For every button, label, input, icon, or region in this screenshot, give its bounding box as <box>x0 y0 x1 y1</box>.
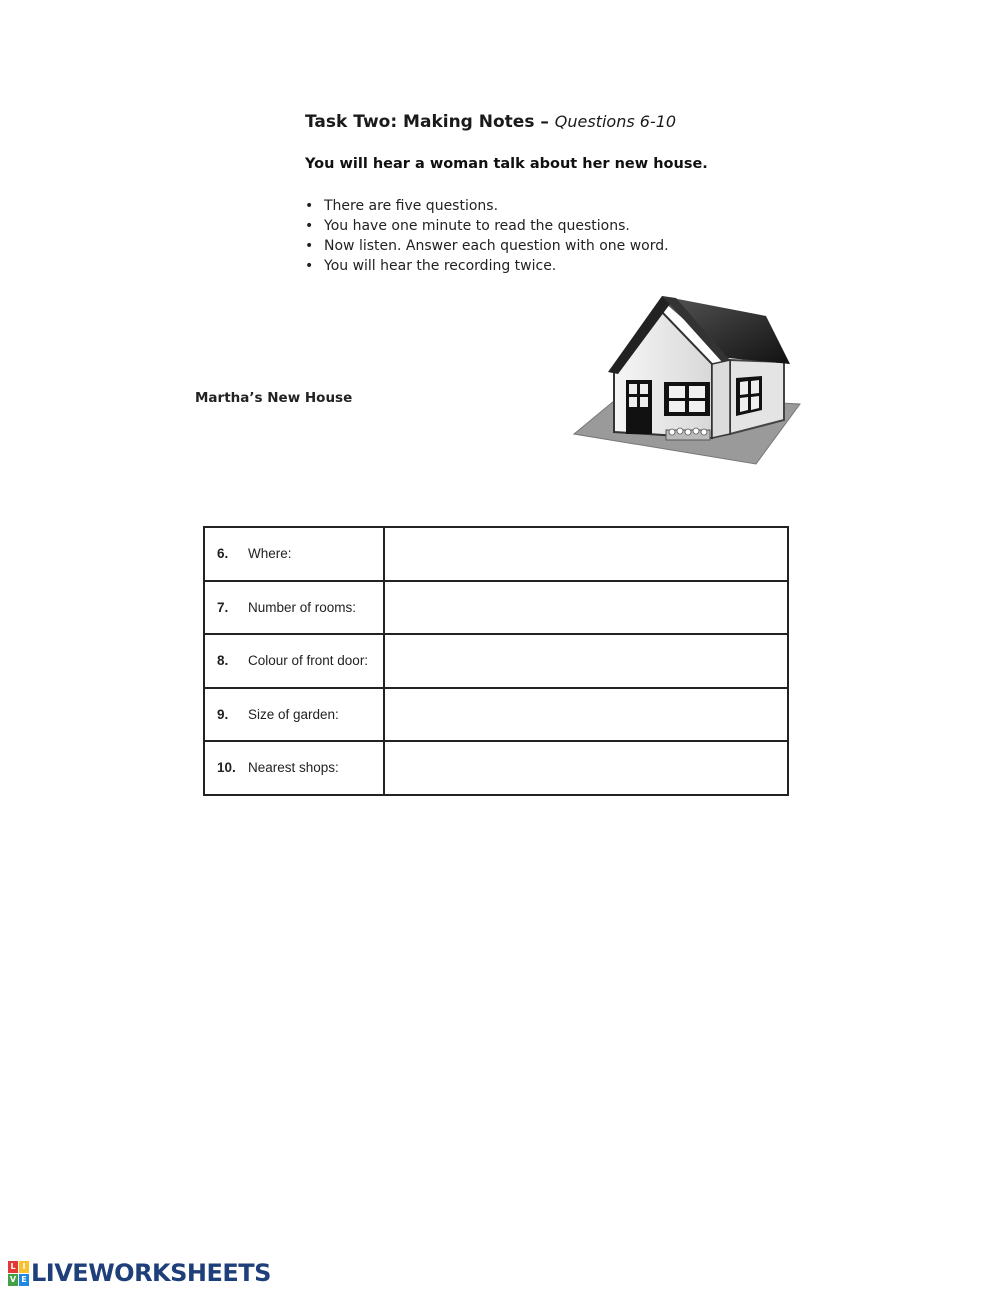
task-title-dash: – <box>540 112 549 132</box>
question-number: 8. <box>217 653 229 669</box>
question-number: 7. <box>217 599 229 615</box>
logo-icon <box>8 1261 29 1286</box>
liveworksheets-logo[interactable] <box>8 1259 271 1287</box>
answer-field[interactable] <box>384 527 789 581</box>
question-cell <box>204 688 384 742</box>
question-cell <box>204 634 384 688</box>
bullet-icon: • <box>305 258 314 274</box>
intro-text: You will hear a woman talk about her new house. <box>305 156 708 172</box>
bullet-icon: • <box>305 218 314 234</box>
task-title <box>305 112 676 132</box>
task-subtitle: Questions 6-10 <box>554 112 677 131</box>
answer-field[interactable] <box>384 581 789 635</box>
logo-tile: E <box>19 1274 29 1286</box>
instruction-item: • There are five questions. <box>305 198 499 214</box>
question-label: Size of garden: <box>248 706 339 722</box>
bullet-icon: • <box>305 238 314 254</box>
question-label: Colour of front door: <box>248 653 369 669</box>
table-row <box>204 581 788 635</box>
question-label: Nearest shops: <box>248 760 339 776</box>
logo-tile: L <box>8 1261 18 1273</box>
table-row <box>204 527 788 581</box>
answer-field[interactable] <box>384 688 789 742</box>
logo-tile: V <box>9 1274 17 1284</box>
notes-table <box>203 526 789 796</box>
table-row <box>204 688 788 742</box>
question-number: 10. <box>217 760 236 776</box>
question-label: Where: <box>248 546 292 562</box>
answer-field[interactable] <box>384 634 789 688</box>
instruction-item: • You will hear the recording twice. <box>305 258 557 274</box>
logo-text: LIVEWORKSHEETS <box>31 1259 271 1287</box>
question-label: Number of rooms: <box>248 599 357 615</box>
table-row <box>204 741 788 795</box>
house-label: Martha’s New House <box>195 390 353 406</box>
bullet-icon: • <box>305 198 314 214</box>
task-title-main: Task Two: Making Notes <box>305 112 535 132</box>
instruction-list <box>305 196 669 276</box>
question-cell <box>204 581 384 635</box>
instruction-item: • Now listen. Answer each question with one word. <box>305 238 669 254</box>
house-illustration <box>572 292 804 468</box>
question-cell <box>204 527 384 581</box>
question-cell <box>204 741 384 795</box>
logo-tile: I <box>19 1261 29 1273</box>
table-row <box>204 634 788 688</box>
answer-field[interactable] <box>384 741 789 795</box>
question-number: 9. <box>217 706 229 722</box>
instruction-item: • You have one minute to read the questions. <box>305 218 630 234</box>
question-number: 6. <box>217 546 229 562</box>
